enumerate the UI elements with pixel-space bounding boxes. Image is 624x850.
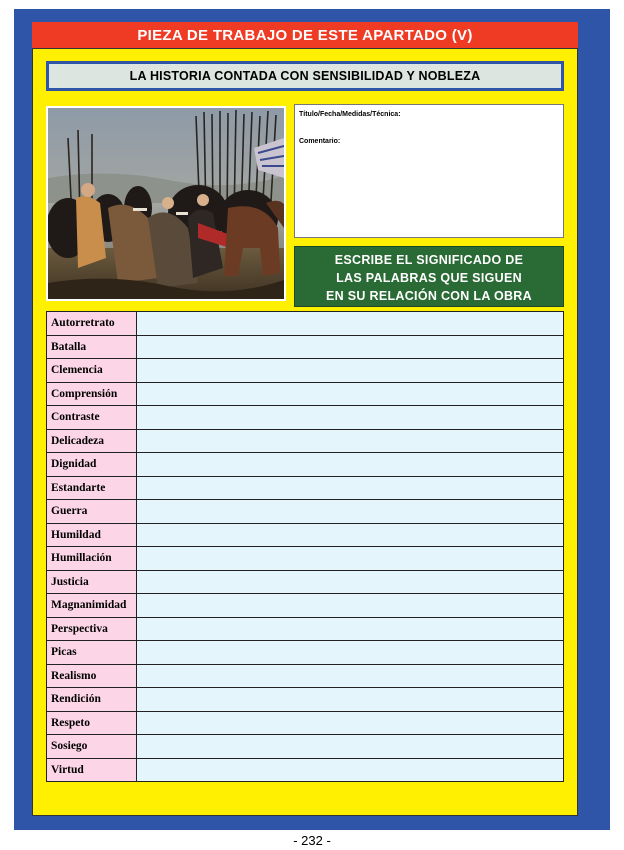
answer-cell[interactable] xyxy=(137,641,564,665)
table-row xyxy=(47,641,564,665)
answer-cell[interactable] xyxy=(137,312,564,336)
term-cell: Humillación xyxy=(47,547,137,571)
answer-cell[interactable] xyxy=(137,406,564,430)
table-row xyxy=(47,500,564,524)
term-cell: Magnanimidad xyxy=(47,594,137,618)
term-cell: Picas xyxy=(47,641,137,665)
page-title: PIEZA DE TRABAJO DE ESTE APARTADO (V) xyxy=(32,22,578,49)
answer-cell[interactable] xyxy=(137,570,564,594)
table-row xyxy=(47,758,564,782)
answer-cell[interactable] xyxy=(137,735,564,759)
table-row xyxy=(47,664,564,688)
answer-cell[interactable] xyxy=(137,688,564,712)
term-cell: Estandarte xyxy=(47,476,137,500)
table-row xyxy=(47,570,564,594)
term-cell: Batalla xyxy=(47,335,137,359)
term-cell: Guerra xyxy=(47,500,137,524)
term-cell: Respeto xyxy=(47,711,137,735)
page-number: - 232 - xyxy=(293,833,331,848)
artwork-comment-label: Comentario: xyxy=(299,138,341,145)
answer-cell[interactable] xyxy=(137,594,564,618)
table-row xyxy=(47,335,564,359)
term-cell: Sosiego xyxy=(47,735,137,759)
answer-cell[interactable] xyxy=(137,429,564,453)
table-row xyxy=(47,312,564,336)
table-row xyxy=(47,453,564,477)
table-row xyxy=(47,382,564,406)
answer-cell[interactable] xyxy=(137,335,564,359)
table-row xyxy=(47,688,564,712)
term-cell: Clemencia xyxy=(47,359,137,383)
vocabulary-table xyxy=(46,311,564,782)
answer-cell[interactable] xyxy=(137,453,564,477)
term-cell: Justicia xyxy=(47,570,137,594)
term-cell: Dignidad xyxy=(47,453,137,477)
table-row xyxy=(47,617,564,641)
term-cell: Humildad xyxy=(47,523,137,547)
term-cell: Delicadeza xyxy=(47,429,137,453)
instruction-box xyxy=(294,246,564,307)
answer-cell[interactable] xyxy=(137,664,564,688)
table-row xyxy=(47,406,564,430)
answer-cell[interactable] xyxy=(137,547,564,571)
term-cell: Autorretrato xyxy=(47,312,137,336)
term-cell: Contraste xyxy=(47,406,137,430)
table-row xyxy=(47,523,564,547)
answer-cell[interactable] xyxy=(137,617,564,641)
painting-image xyxy=(46,106,286,301)
term-cell: Comprensión xyxy=(47,382,137,406)
instruction-line-1: ESCRIBE EL SIGNIFICADO DE xyxy=(334,253,524,267)
term-cell: Perspectiva xyxy=(47,617,137,641)
worksheet-subtitle: LA HISTORIA CONTADA CON SENSIBILIDAD Y NOBLEZA xyxy=(46,61,564,91)
table-row xyxy=(47,547,564,571)
answer-cell[interactable] xyxy=(137,758,564,782)
artwork-info-box[interactable] xyxy=(294,104,564,238)
answer-cell[interactable] xyxy=(137,382,564,406)
answer-cell[interactable] xyxy=(137,476,564,500)
table-row xyxy=(47,594,564,618)
term-cell: Realismo xyxy=(47,664,137,688)
table-row xyxy=(47,735,564,759)
answer-cell[interactable] xyxy=(137,359,564,383)
table-row xyxy=(47,359,564,383)
answer-cell[interactable] xyxy=(137,711,564,735)
table-row xyxy=(47,429,564,453)
term-cell: Virtud xyxy=(47,758,137,782)
instruction-line-2: LAS PALABRAS QUE SIGUEN xyxy=(336,271,522,285)
answer-cell[interactable] xyxy=(137,500,564,524)
artwork-title-label: Título/Fecha/Medidas/Técnica: xyxy=(299,111,401,118)
instruction-line-3: EN SU RELACIÓN CON LA OBRA xyxy=(326,289,532,303)
table-row xyxy=(47,476,564,500)
table-row xyxy=(47,711,564,735)
answer-cell[interactable] xyxy=(137,523,564,547)
term-cell: Rendición xyxy=(47,688,137,712)
